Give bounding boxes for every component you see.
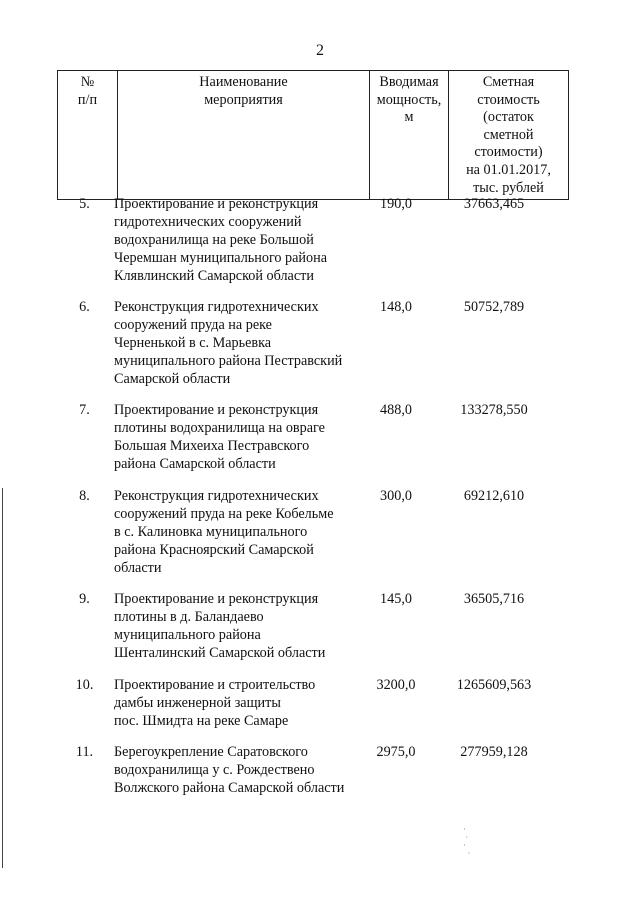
row-cost: 133278,550: [460, 402, 528, 418]
table-header: [57, 70, 569, 200]
header-name-col: Наименование мероприятия: [118, 71, 370, 200]
row-number: 7.: [79, 402, 90, 418]
row-name: Проектирование и строительство дамбы инженерной защиты пос. Шмидта на реке Самаре: [114, 677, 316, 729]
row-capacity: 148,0: [380, 299, 412, 315]
row-number: 10.: [75, 677, 94, 693]
row-cost: 277959,128: [460, 744, 528, 760]
row-number: 9.: [79, 591, 90, 607]
row-name: Проектирование и реконструкция плотины водохранилища на овраге Большая Михеиха Пестравского района Самарской области: [114, 402, 325, 472]
row-name: Проектирование и реконструкция плотины в д. Баландаево муниципального района Шенталинский Самарской области: [114, 591, 326, 661]
row-name: Реконструкция гидротехнических сооружений пруда на реке Черненькой в с. Марьевка муниципального района Пестравский Самарской области: [114, 299, 343, 387]
scan-edge-line: [2, 488, 3, 868]
row-capacity: 3200,0: [376, 677, 416, 693]
row-capacity: 145,0: [380, 591, 412, 607]
header-capacity-col: Вводимая мощность, м: [370, 71, 449, 200]
row-number: 11.: [75, 744, 94, 760]
row-name: Проектирование и реконструкция гидротехнических сооружений водохранилища на реке Большой Черемшан муниципального района Клявлинский Самарской области: [114, 196, 328, 284]
row-name: Реконструкция гидротехнических сооружений пруда на реке Кобельме в с. Калиновка муниципального района Красноярский Самарской области: [114, 488, 334, 576]
row-number: 5.: [79, 196, 90, 212]
row-capacity: 300,0: [380, 488, 412, 504]
row-cost: 50752,789: [463, 299, 525, 315]
row-name: Берегоукрепление Саратовского водохранилища у с. Рождествено Волжского района Самарской области: [114, 744, 345, 796]
row-cost: 36505,716: [463, 591, 525, 607]
row-number: 6.: [79, 299, 90, 315]
row-capacity: 190,0: [380, 196, 412, 212]
header-cost-col: Сметная стоимость (остаток сметной стоимости) на 01.01.2017, тыс. рублей: [449, 71, 569, 200]
scan-artifact: · · · ·: [463, 824, 471, 858]
row-number: 8.: [79, 488, 90, 504]
row-cost: 37663,465: [463, 196, 525, 212]
row-capacity: 2975,0: [376, 744, 416, 760]
row-cost: 1265609,563: [456, 677, 532, 693]
row-cost: 69212,610: [463, 488, 525, 504]
header-number-col: № п/п: [58, 71, 118, 200]
row-capacity: 488,0: [380, 402, 412, 418]
page-number: 2: [316, 42, 324, 59]
